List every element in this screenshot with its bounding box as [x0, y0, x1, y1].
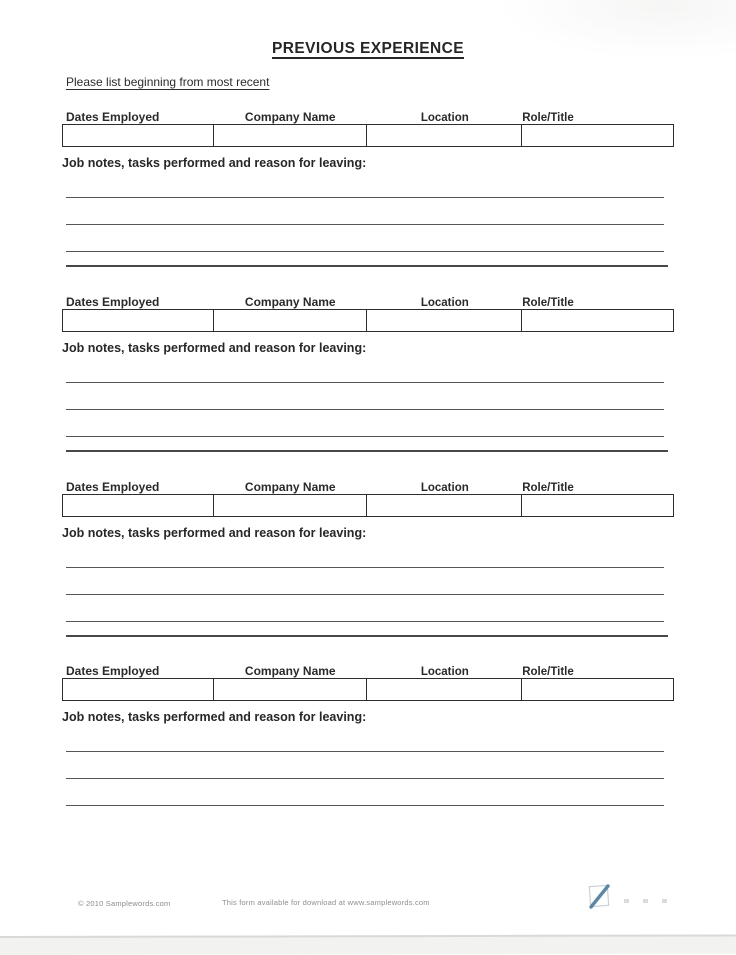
note-writing-line[interactable]	[66, 621, 664, 622]
faint-logo-wordmark	[624, 899, 667, 903]
note-writing-line[interactable]	[66, 751, 664, 752]
job-notes-label: Job notes, tasks performed and reason for leaving:	[62, 341, 367, 355]
company-name-field[interactable]	[214, 495, 368, 516]
company-name-field[interactable]	[214, 679, 368, 700]
location-field[interactable]	[367, 679, 521, 700]
role-title-field[interactable]	[522, 679, 673, 700]
role-title-field[interactable]	[522, 495, 673, 516]
column-header-dates-employed: Dates Employed	[66, 110, 160, 124]
column-header-company-name: Company Name	[244, 295, 336, 309]
column-header-dates-employed: Dates Employed	[66, 480, 160, 494]
experience-section-3	[62, 477, 674, 637]
dates-employed-field[interactable]	[63, 125, 214, 146]
instruction-text: Please list beginning from most recent	[66, 75, 270, 89]
column-header-role-title: Role/Title	[522, 297, 574, 309]
location-field[interactable]	[367, 495, 521, 516]
note-writing-line[interactable]	[66, 594, 664, 595]
note-writing-line[interactable]	[66, 436, 664, 437]
section-divider	[66, 450, 668, 452]
footer-download-note: This form available for download at www.samplewords.com	[222, 898, 430, 907]
column-headers	[62, 107, 674, 124]
note-writing-line[interactable]	[66, 251, 664, 252]
role-title-field[interactable]	[522, 310, 673, 331]
note-writing-line[interactable]	[66, 197, 664, 198]
column-headers	[62, 292, 674, 309]
column-header-role-title: Role/Title	[522, 666, 574, 678]
role-title-field[interactable]	[522, 125, 673, 146]
column-headers	[62, 661, 674, 678]
column-header-company-name: Company Name	[244, 480, 336, 494]
section-divider	[66, 265, 668, 267]
note-writing-line[interactable]	[66, 224, 664, 225]
dates-employed-field[interactable]	[63, 310, 214, 331]
experience-table-row	[62, 309, 674, 332]
location-field[interactable]	[367, 310, 521, 331]
experience-section-1	[62, 107, 674, 267]
column-header-location: Location	[420, 482, 469, 494]
location-field[interactable]	[367, 125, 521, 146]
column-header-role-title: Role/Title	[522, 482, 574, 494]
samplewords-pencil-slash-logo-icon	[586, 880, 667, 912]
experience-table-row	[62, 494, 674, 517]
column-header-location: Location	[420, 112, 469, 124]
experience-section-2	[62, 292, 674, 452]
footer-copyright: © 2010 Samplewords.com	[78, 899, 171, 908]
job-notes-label: Job notes, tasks performed and reason for leaving:	[62, 156, 367, 170]
company-name-field[interactable]	[214, 310, 368, 331]
page-title: PREVIOUS EXPERIENCE	[272, 40, 464, 57]
job-notes-label: Job notes, tasks performed and reason for leaving:	[62, 526, 367, 540]
experience-section-4	[62, 661, 674, 806]
column-header-dates-employed: Dates Employed	[66, 664, 160, 678]
company-name-field[interactable]	[214, 125, 368, 146]
note-writing-line[interactable]	[66, 567, 664, 568]
note-writing-line[interactable]	[66, 382, 664, 383]
experience-table-row	[62, 678, 674, 701]
section-divider	[66, 635, 668, 637]
column-header-location: Location	[420, 666, 469, 678]
column-header-company-name: Company Name	[244, 664, 336, 678]
scanned-page-edge	[0, 934, 736, 955]
note-writing-line[interactable]	[66, 805, 664, 806]
column-header-dates-employed: Dates Employed	[66, 295, 160, 309]
column-header-company-name: Company Name	[244, 110, 336, 124]
experience-table-row	[62, 124, 674, 147]
column-header-role-title: Role/Title	[522, 112, 574, 124]
column-headers	[62, 477, 674, 494]
note-writing-line[interactable]	[66, 409, 664, 410]
job-notes-label: Job notes, tasks performed and reason for leaving:	[62, 710, 367, 724]
dates-employed-field[interactable]	[63, 679, 214, 700]
note-writing-line[interactable]	[66, 778, 664, 779]
dates-employed-field[interactable]	[63, 495, 214, 516]
column-header-location: Location	[420, 297, 469, 309]
